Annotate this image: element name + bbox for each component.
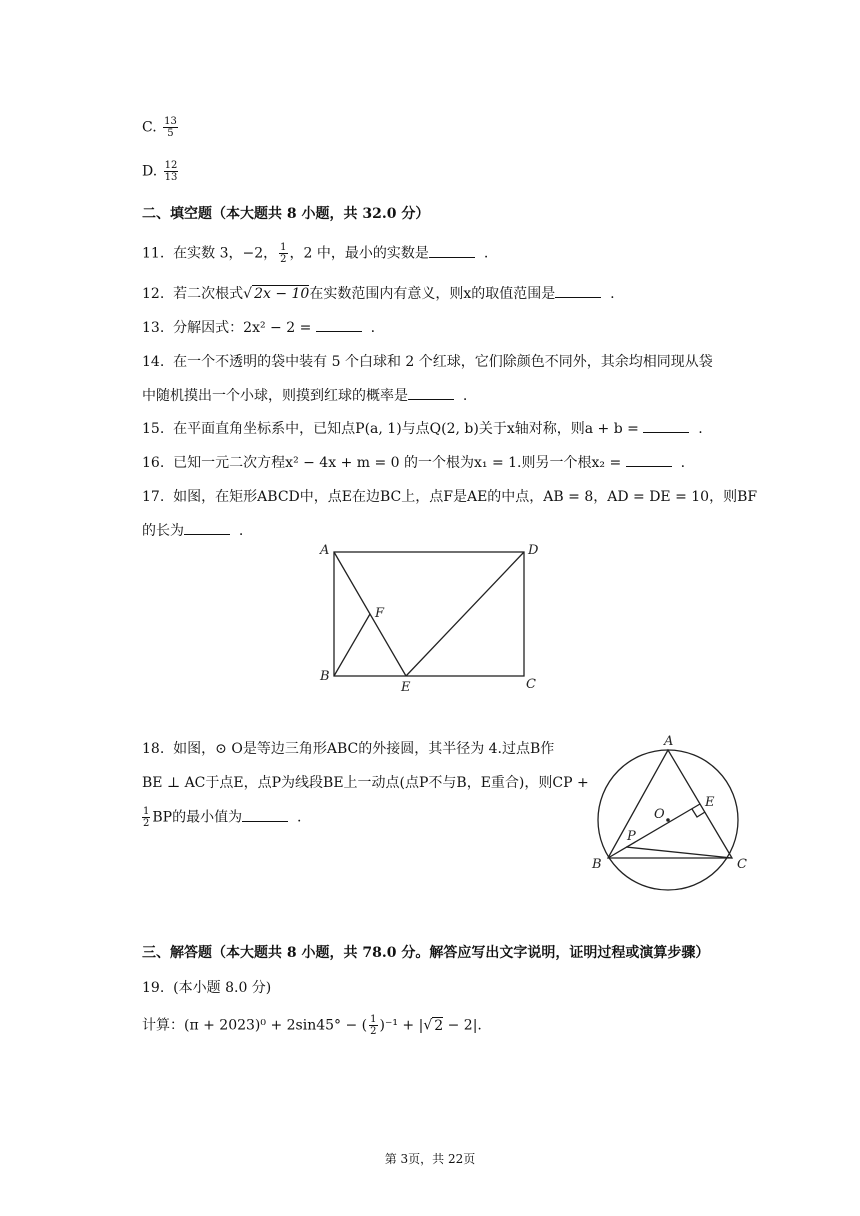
q16-text: 已知一元二次方程x² − 4x + m = 0 的一个根为x₁ = 1.则另一个根x₂ = <box>173 455 622 471</box>
question-18-line1 <box>142 738 554 758</box>
q15-end: . <box>698 421 703 437</box>
q14-end: . <box>462 388 468 404</box>
q18-number: 18. <box>142 741 165 757</box>
q16-answer-blank[interactable] <box>626 454 672 467</box>
segment-de <box>406 552 524 676</box>
option-c <box>142 116 180 139</box>
question-16 <box>142 452 685 472</box>
label-a: A <box>664 734 674 749</box>
option-c-fraction <box>163 116 178 139</box>
q19-middle: )⁻¹ + | <box>379 1017 424 1034</box>
label-e: E <box>705 795 715 810</box>
q11-number: 11. <box>142 245 165 262</box>
q15-answer-blank[interactable] <box>643 420 689 433</box>
label-f: F <box>375 606 385 621</box>
q17-end: . <box>238 523 244 539</box>
question-11 <box>142 242 488 265</box>
q14-line2: 中随机摸出一个小球，则摸到红球的概率是 <box>142 388 408 404</box>
page-footer: 第 3页，共 22页 <box>384 1152 476 1166</box>
q17-number: 17. <box>142 489 165 505</box>
radical-sign-icon: √ <box>423 1017 433 1034</box>
q18-numerator: 1 <box>143 806 150 817</box>
q11-fraction <box>279 242 287 265</box>
label-a: A <box>320 543 330 558</box>
label-o: O <box>654 807 665 822</box>
q18-line3: BP的最小值为 <box>152 809 243 826</box>
q18-fraction <box>142 806 150 829</box>
segment-bf <box>334 614 370 676</box>
label-p: P <box>627 829 636 844</box>
q12-suffix: 在实数范围内有意义，则x的取值范围是 <box>309 286 556 302</box>
question-18-line2 <box>142 772 589 792</box>
figure-18-circle <box>588 730 760 900</box>
label-c: C <box>526 677 536 692</box>
q18-answer-blank[interactable] <box>242 809 288 822</box>
q19-note: (本小题 8.0 分) <box>173 980 272 996</box>
q17-line1: 如图，在矩形ABCD中，点E在边BC上，点F是AE的中点，AB = 8，AD = DE = 10，则BF <box>173 489 758 505</box>
label-b: B <box>320 669 330 684</box>
q11-prefix: 在实数 3，−2， <box>173 245 278 262</box>
option-d-label: D. <box>142 163 158 180</box>
option-d-fraction <box>164 160 179 183</box>
label-e: E <box>401 680 411 695</box>
option-d <box>142 160 180 183</box>
option-c-denominator: 5 <box>167 128 174 139</box>
option-c-label: C. <box>142 119 157 136</box>
q18-line1: 如图，⊙ O是等边三角形ABC的外接圆，其半径为 4.过点B作 <box>173 741 555 757</box>
q12-answer-blank[interactable] <box>555 285 601 298</box>
radical-sign-icon: √ <box>243 286 253 302</box>
question-19-expression <box>142 1014 482 1037</box>
q18-denominator: 2 <box>143 818 150 829</box>
section3-heading: 三、解答题（本大题共 8 小题，共 78.0 分。解答应写出文字说明，证明过程或演算步骤） <box>142 945 710 961</box>
label-c: C <box>737 857 747 872</box>
segment-cp <box>626 847 732 858</box>
q19-numerator: 1 <box>370 1014 377 1025</box>
q15-text: 在平面直角坐标系中，已知点P(a, 1)与点Q(2, b)关于x轴对称，则a + b = <box>173 421 639 437</box>
q11-answer-blank[interactable] <box>429 245 475 258</box>
q12-number: 12. <box>142 286 165 302</box>
q11-denominator: 2 <box>280 254 287 265</box>
question-12 <box>142 283 615 303</box>
q13-text: 分解因式：2x² − 2 = <box>173 320 312 336</box>
rectangle-abcd <box>334 552 524 676</box>
q19-prefix: 计算：(π + 2023)⁰ + 2sin45° − ( <box>142 1017 368 1034</box>
q19-fraction <box>369 1014 377 1037</box>
question-13 <box>142 317 375 337</box>
q13-number: 13. <box>142 320 165 336</box>
label-d: D <box>528 543 539 558</box>
q15-number: 15. <box>142 421 165 437</box>
q11-suffix: ，2 中，最小的实数是 <box>289 245 429 262</box>
q18-line2: BE ⊥ AC于点E，点P为线段BE上一动点(点P不与B，E重合)，则CP + <box>142 775 589 791</box>
q16-end: . <box>680 455 686 471</box>
q14-line1: 在一个不透明的袋中装有 5 个白球和 2 个红球，它们除颜色不同外，其余均相同现从袋 <box>173 354 713 370</box>
center-point-o <box>666 818 670 822</box>
q14-number: 14. <box>142 354 165 370</box>
question-15 <box>142 418 703 438</box>
question-17-line1 <box>142 486 757 506</box>
q19-number: 19. <box>142 980 165 996</box>
q11-end: . <box>483 245 489 262</box>
question-14-line1 <box>142 351 713 371</box>
q18-end: . <box>297 809 302 826</box>
q19-suffix: − 2|. <box>443 1017 482 1034</box>
q17-line2: 的长为 <box>142 523 184 539</box>
q12-radicand: 2x − 10 <box>254 286 310 302</box>
q16-number: 16. <box>142 455 165 471</box>
q13-answer-blank[interactable] <box>316 319 362 332</box>
q19-radicand: 2 <box>434 1017 444 1034</box>
option-d-denominator: 13 <box>164 172 178 183</box>
q11-numerator: 1 <box>280 242 287 253</box>
q17-answer-blank[interactable] <box>184 522 230 535</box>
figure-17-rectangle <box>312 538 552 698</box>
question-14-line2 <box>142 385 467 405</box>
option-c-numerator: 13 <box>164 116 177 127</box>
q13-end: . <box>370 320 376 336</box>
question-18-line3 <box>140 806 301 829</box>
q19-denominator: 2 <box>370 1026 377 1037</box>
q14-answer-blank[interactable] <box>408 387 454 400</box>
label-b: B <box>592 857 602 872</box>
question-17-line2 <box>142 520 243 540</box>
option-d-numerator: 12 <box>164 160 178 171</box>
q12-prefix: 若二次根式 <box>173 286 244 302</box>
q12-end: . <box>610 286 615 302</box>
question-19-header <box>142 977 271 997</box>
section2-heading: 二、填空题（本大题共 8 小题，共 32.0 分） <box>142 206 430 222</box>
